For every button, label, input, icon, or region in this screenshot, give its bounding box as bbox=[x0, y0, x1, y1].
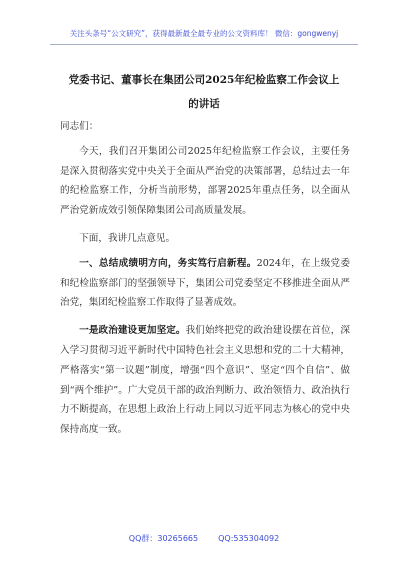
section-1-text: 2024年，在上级党委和纪检监察部门的坚强领导下，集团公司党委坚定不移推进全面从严治党，集团纪检监察工作取得了显著成效。 bbox=[60, 257, 350, 309]
paragraph-transition: 下面，我讲几点意见。 bbox=[79, 232, 176, 244]
title-line-1: 党委书记、董事长在集团公司2025年纪检监察工作会议上 bbox=[68, 74, 340, 86]
footer-qq: QQ:535304092 bbox=[218, 534, 280, 543]
subsection-1 bbox=[60, 321, 350, 440]
document-title bbox=[50, 68, 358, 116]
salutation: 同志们： bbox=[60, 121, 99, 132]
section-1-heading: 一、总结成绩明方向，务实笃行启新程。 bbox=[79, 257, 257, 269]
subsection-1-heading: 一是政治建设更加坚定。 bbox=[79, 325, 186, 337]
paragraph-opening: 今天，我们召开集团公司2025年纪检监察工作会议，主要任务是深入贯彻落实党中央关于全面从严治党的决策部署，总结过去一年的纪检监察工作，分析当前形势，部署2025年重点任务，以全面从严治党新成效引领保障集团公司高质量发展。 bbox=[60, 145, 350, 217]
document-body bbox=[60, 117, 350, 440]
header-notice: 关注头条号“公文研究”，获得最新最全最专业的公文资料库！ 微信：gongwenyj bbox=[69, 29, 339, 38]
footer-contact bbox=[0, 533, 408, 544]
section-1 bbox=[60, 254, 350, 313]
title-line-2: 的讲话 bbox=[188, 98, 220, 110]
subsection-1-text: 我们始终把党的政治建设摆在首位，深入学习贯彻习近平新时代中国特色社会主义思想和党的二十大精神，严格落实“第一议题”制度，增强“四个意识”、坚定“四个自信”、做到“两个维护”。广大党员干部的政治判断力、政治领悟力、政治执行力不断提高，在思想上政治上行动上同以习近平同志为核心的党中央保持高度一致。 bbox=[60, 325, 351, 436]
footer-qq-group: QQ群：30265665 bbox=[128, 534, 199, 543]
header-divider bbox=[50, 44, 358, 45]
